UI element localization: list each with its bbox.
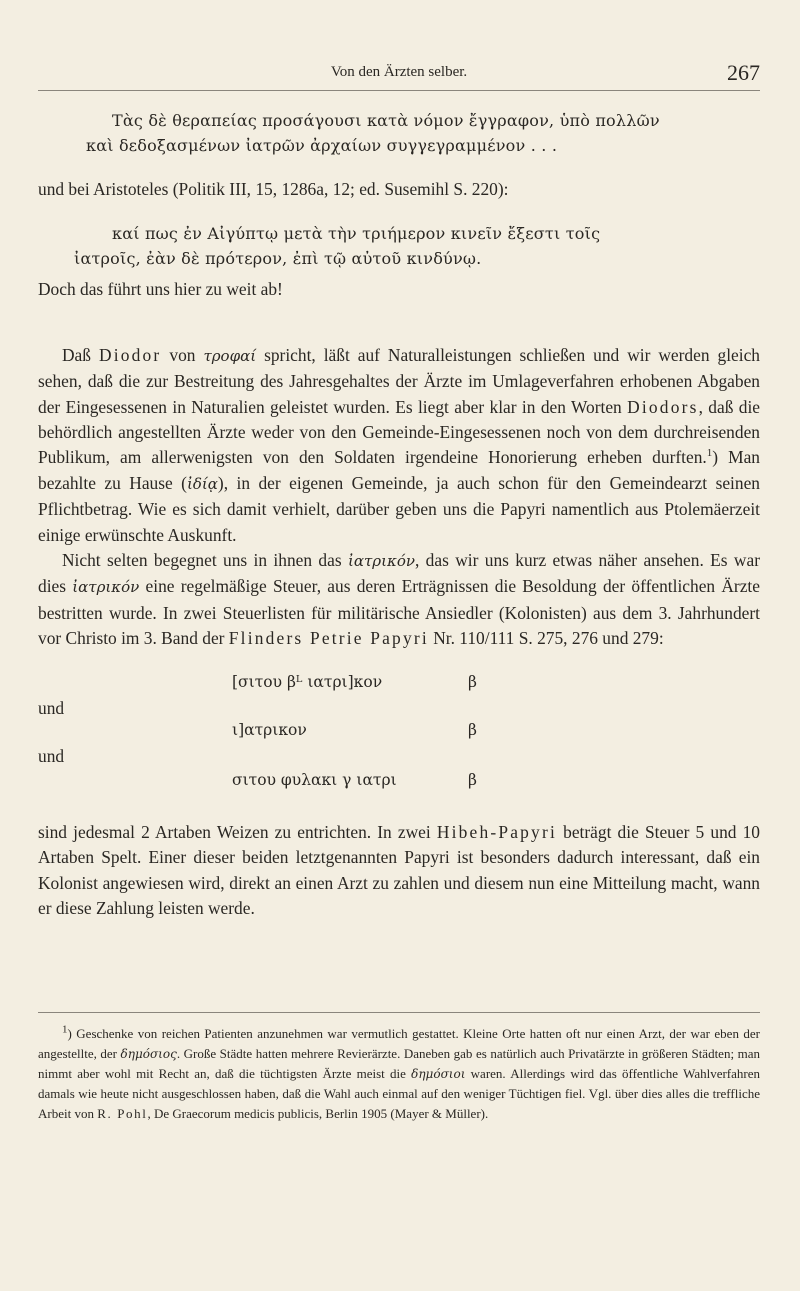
footnote-mark: 1 [62,1023,68,1036]
greek-term: τροφαί [203,346,257,365]
papyrus-prefix: und [38,745,65,766]
papyri-excerpts [38,670,760,796]
text-run: beträgt die Steuer 5 und 10 Artaben Spelt. Einer dieser beiden letztgenannten Papyri ist besonders dadurch interessant, daß ein Kolonist angewiesen wird, direkt an einen Arzt zu zahlen und diesem nun eine Mitteilung macht, wann er diese Zahlung leisten werde. [38,821,760,918]
page-header [38,58,760,91]
text-run: ) Man bezahlte zu Hause ( [38,447,760,493]
papyrus-text: ι]ατρικον [232,720,307,739]
text-run: . Große Städte hatten mehrere Revierärzte. Daneben gab es natürlich auch Privatärzte in größeren Städten; man nimmt aber wohl mit Recht an, daß die tüchtigsten Ärzte meist die [38,1046,760,1082]
papyrus-line [38,744,760,770]
greek-term: δημόσιος [120,1047,177,1062]
papyrus-line [38,670,760,696]
greek-quote-line: Τὰς δὲ θεραπείας προσάγουσι κατὰ νόμον ἔγγραφον, ὑπὸ πολλῶν [112,111,660,130]
greek-quote-line: καὶ δεδοξασμένων ἰατρῶν ἀρχαίων συγγεγραμμένον . . . [86,136,558,155]
author-name: R. Pohl [97,1106,148,1122]
papyrus-line [38,768,760,794]
greek-term: ἰδίᾳ [186,474,218,493]
paragraph-artaben [38,820,760,922]
greek-quote-line: ἰατροῖς, ἐὰν δὲ πρότερον, ἐπὶ τῷ αὐτοῦ κινδύνῳ. [74,249,482,269]
name-diodor: Diodor [98,344,162,365]
text-run: eine regelmäßige Steuer, aus deren Erträgnissen die Besoldung der öffentlichen Ärzte bestritten wurde. In zwei Steuerlisten für militärische Ansiedler (Kolonisten) aus dem 3. Jahrhundert vor Christo im 3. Band der [38,576,760,649]
footnote-divider [38,1012,760,1013]
text-run: ) Geschenke von reichen Patienten anzunehmen war vermutlich gestattet. Kleine Orte hatten oft nur einen Arzt, der war eben der angestellte, der [38,1026,760,1062]
paragraph-iatrikon [38,548,760,652]
papyrus-value: β [468,672,477,691]
greek-quote-line: καί πως ἐν Αἰγύπτῳ μετὰ τὴν τριήμερον κινεῖν ἔξεστι τοῖς [112,224,601,244]
papyrus-line [38,718,760,744]
papyrus-text: [σιτου βᴸ ιατρι]κον [232,672,383,691]
footnote [38,1024,760,1124]
name-diodors: Diodors [627,396,699,417]
text-run: sind jedesmal 2 Artaben Weizen zu entrichten. In zwei [38,821,437,842]
name-flinders-petrie: Flinders Petrie Papyri [228,628,429,649]
greek-quote-aristoteles [74,221,760,271]
text-run: spricht, läßt auf Naturalleistungen schließen und wir werden gleich sehen, daß die zur Bestreitung des Jahresgehaltes der Ärzte im Umlageverfahren erhobenen Abgaben der Eingesessenen in Naturalien geleistet wurden. Es liegt aber klar in den Worten [38,344,760,417]
text-run: , das wir uns kurz etwas näher ansehen. Es war dies [38,550,760,597]
papyrus-text: σιτου φυλακι γ ιατρι [232,770,397,789]
running-title: Von den Ärzten selber. [330,64,468,80]
paragraph-doch: Doch das führt uns hier zu weit ab! [38,279,283,300]
page-number: 267 [727,60,760,85]
paragraph-diodor [38,343,760,548]
text-run: , daß die behördlich angestellten Ärzte weder von den Gemeinde-Eingesessenen noch von dem durchreisenden Publikum, am allerwenigsten von den Soldaten irgendeine Honorierung erheben durften. [38,396,761,468]
name-hibeh-papyri: Hibeh-Papyri [436,821,557,842]
papyrus-value: β [468,770,477,789]
text-run: Nicht selten begegnet uns in ihnen das [62,550,348,571]
text-run: von [161,344,204,365]
papyrus-prefix: und [38,697,65,718]
text-run: Daß [62,344,99,365]
greek-term: ἰατρικόν [72,578,140,597]
greek-term: ἰατρικόν [347,552,415,571]
greek-term: δημόσιοι [411,1067,466,1082]
body-text [38,108,760,921]
greek-quote-diodor [86,108,760,158]
papyrus-value: β [468,720,477,739]
footnote-reference: 1 [706,447,713,460]
text-run: ), in der eigenen Gemeinde, ja auch schon für den Gemeindearzt seinen Pflichtbetrag. Wie es sich damit verhielt, darüber geben uns die Papyri namentlich aus Ptolemäerzeit einige erwünschte Auskunft. [38,472,760,545]
text-run: waren. Allerdings wird das öffentliche Wahlverfahren damals wie heute nicht ausgeschlossen haben, daß die Wahl auch einmal auf den weniger Tüchtigen fiel. Vgl. über dies alles die treffliche Arbeit von [38,1066,760,1122]
text-run: , De Graecorum medicis publicis, Berlin 1905 (Mayer & Müller). [147,1106,489,1122]
text-run: Nr. 110/111 S. 275, 276 und 279: [428,628,664,649]
paragraph-aristoteles: und bei Aristoteles (Politik III, 15, 1286a, 12; ed. Susemihl S. 220): [38,179,509,199]
